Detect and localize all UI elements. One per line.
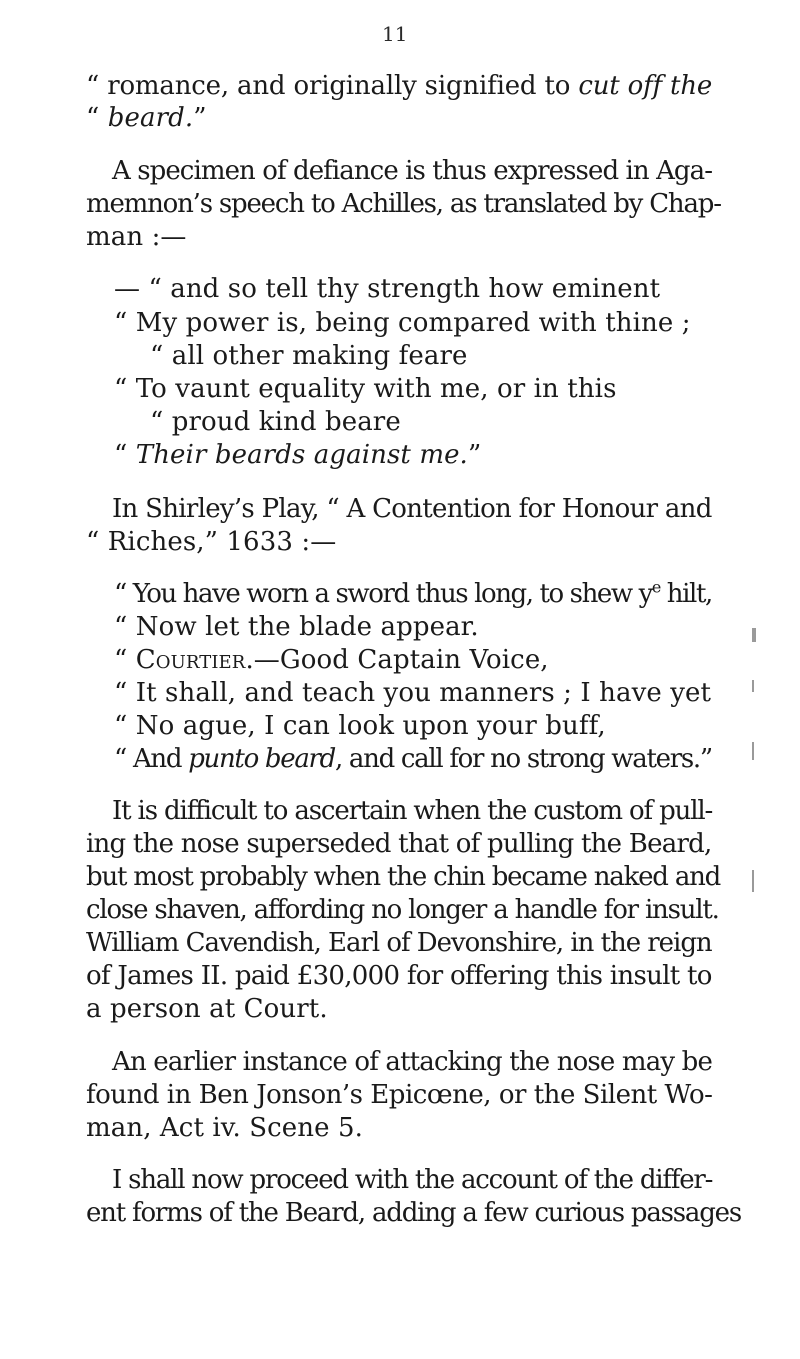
superscript-text: e bbox=[651, 577, 660, 597]
text-segment: “ It shall, and teach you manners ; I have yet bbox=[114, 678, 712, 708]
text-segment: memnon’s speech to Achilles, as translated by Chap- bbox=[86, 189, 721, 219]
text-line bbox=[86, 1197, 741, 1229]
text-segment: “ And bbox=[114, 744, 189, 774]
text-line bbox=[114, 273, 660, 305]
text-segment: “ proud kind beare bbox=[150, 407, 401, 437]
text-line bbox=[86, 861, 720, 893]
text-segment: ” bbox=[193, 103, 207, 133]
text-segment: “ all other making feare bbox=[150, 341, 468, 371]
text-line bbox=[150, 406, 401, 438]
text-line bbox=[86, 526, 336, 558]
italic-text: punto beard bbox=[188, 744, 335, 774]
text-segment: “ You have worn a sword thus long, to shew y bbox=[114, 579, 652, 609]
text-line bbox=[86, 1079, 712, 1111]
text-line bbox=[86, 828, 712, 860]
text-segment: ” bbox=[467, 440, 482, 470]
text-segment: “ No ague, I can look upon your buff, bbox=[114, 711, 606, 741]
text-segment: man :— bbox=[86, 222, 187, 252]
text-segment: ing the nose superseded that of pulling the Beard, bbox=[86, 829, 712, 859]
text-segment: a person at Court. bbox=[86, 994, 328, 1024]
text-segment: “ To vaunt equality with me, or in this bbox=[114, 374, 617, 404]
text-line bbox=[114, 710, 606, 742]
text-line bbox=[114, 743, 712, 775]
text-line bbox=[114, 578, 712, 610]
text-line bbox=[114, 373, 617, 405]
text-segment: An earlier instance of attacking the nose may be bbox=[112, 1047, 713, 1077]
page-edge-mark bbox=[752, 680, 754, 692]
text-line bbox=[86, 927, 712, 959]
text-line bbox=[114, 677, 711, 709]
text-line bbox=[86, 70, 712, 102]
text-line bbox=[114, 307, 691, 339]
text-line bbox=[86, 894, 719, 926]
text-segment: “ romance, and originally signified to bbox=[86, 71, 579, 101]
text-line bbox=[86, 188, 721, 220]
text-segment: I shall now proceed with the account of the differ- bbox=[112, 1165, 713, 1195]
text-segment: “ Now let the blade appear. bbox=[114, 612, 479, 642]
text-line bbox=[112, 155, 712, 187]
text-segment: “ bbox=[86, 103, 108, 133]
text-segment: man, Act iv. Scene 5. bbox=[86, 1113, 363, 1143]
page-edge-mark bbox=[752, 742, 754, 760]
text-segment: .—Good Captain Voice, bbox=[245, 645, 549, 675]
page-number: 11 bbox=[382, 22, 408, 46]
text-segment: “ Riches,” 1633 :— bbox=[86, 527, 337, 557]
text-segment: It is difficult to ascertain when the custom of pull- bbox=[112, 796, 713, 826]
text-line bbox=[114, 611, 479, 643]
text-segment: A specimen of defiance is thus expressed in Aga- bbox=[112, 156, 713, 186]
text-line bbox=[112, 795, 712, 827]
small-caps-text: Courtier bbox=[135, 645, 246, 675]
italic-text: beard. bbox=[107, 103, 194, 133]
text-segment: In Shirley’s Play, “ A Contention for Honour and bbox=[112, 494, 712, 524]
text-segment: ent forms of the Beard, adding a few curious passages bbox=[86, 1198, 742, 1228]
page-edge-mark bbox=[752, 870, 754, 892]
italic-text: Their beards against me. bbox=[135, 440, 468, 470]
text-segment: but most probably when the chin became naked and bbox=[86, 862, 721, 892]
text-segment: “ My power is, being compared with thine ; bbox=[114, 308, 691, 338]
text-line bbox=[86, 960, 712, 992]
text-segment: of James II. paid £30,000 for offering this insult to bbox=[86, 961, 712, 991]
text-segment: found in Ben Jonson’s Epicœne, or the Silent Wo- bbox=[86, 1080, 713, 1110]
text-line bbox=[112, 493, 712, 525]
text-line bbox=[150, 340, 468, 372]
italic-text: cut off the bbox=[578, 71, 713, 101]
text-segment: William Cavendish, Earl of Devonshire, in the reign bbox=[86, 928, 712, 958]
text-segment: “ bbox=[114, 440, 136, 470]
text-line bbox=[86, 1112, 363, 1144]
text-segment: , and call for no strong waters.” bbox=[335, 744, 712, 774]
text-line bbox=[86, 221, 187, 253]
text-line bbox=[112, 1046, 712, 1078]
page-edge-mark bbox=[752, 628, 756, 642]
text-line bbox=[86, 102, 207, 134]
text-line bbox=[114, 644, 549, 676]
text-line bbox=[86, 993, 328, 1025]
text-line bbox=[114, 439, 481, 471]
text-segment: hilt, bbox=[659, 579, 712, 609]
text-segment: close shaven, affording no longer a handle for insult. bbox=[86, 895, 719, 925]
text-segment: “ bbox=[114, 645, 136, 675]
text-line bbox=[112, 1164, 712, 1196]
text-segment: — “ and so tell thy strength how eminent bbox=[114, 274, 661, 304]
